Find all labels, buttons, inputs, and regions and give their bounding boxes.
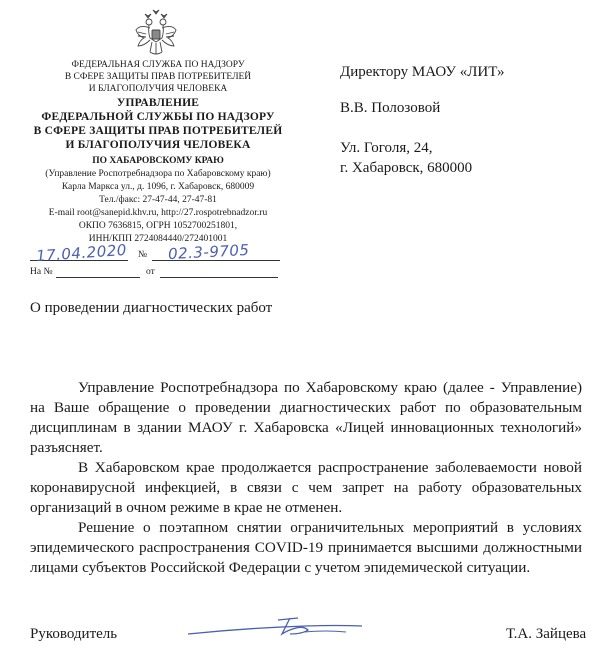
coat-of-arms-emblem-icon [134, 8, 178, 58]
department-inn: ИНН/КПП 2724084440/272401001 [88, 234, 228, 244]
signatory-title: Руководитель [30, 626, 118, 642]
body-paragraph-2: В Хабаровском крае продолжается распространение заболеваемости новой коронавирусной инфекцией, в связи с чем запрет на работу образовательных организаций в очном режиме в крае не отменен. [30, 459, 582, 516]
body-paragraph-3: Решение о поэтапном снятии ограничительных мероприятий в условиях эпидемического распространения COVID-19 принимается высшими должностными лицами субъектов Российской Федерации с учетом эпидемической ситуации. [30, 519, 582, 576]
handwritten-signature [186, 612, 366, 642]
department-short-name: (Управление Роспотребнадзора по Хабаровскому краю) [45, 169, 271, 179]
department-address: Карла Маркса ул., д. 1096, г. Хабаровск, 680009 [61, 182, 255, 192]
na-line [56, 277, 140, 278]
body-paragraph-1: Управление Роспотребнадзора по Хабаровскому краю (далее - Управление) на Ваше обращение о проведении диагностических работ по образовательным дисциплинам в здании МАОУ г. Хабаровска «Лицей инновационных технологий» разъясняет. [30, 379, 582, 456]
recipient-street: Ул. Гоголя, 24, [340, 140, 433, 156]
agency-line-3: И БЛАГОПОЛУЧИЯ ЧЕЛОВЕКА [88, 84, 228, 94]
signatory-name: Т.А. Зайцева [506, 626, 587, 642]
letter-body [30, 378, 582, 578]
department-email: E-mail root@sanepid.khv.ru, http://27.rospotrebnadzor.ru [48, 208, 268, 218]
department-title-2: ФЕДЕРАЛЬНОЙ СЛУЖБЫ ПО НАДЗОРУ [41, 111, 275, 123]
letter-subject: О проведении диагностических работ [30, 300, 273, 316]
number-label: № [138, 250, 148, 260]
agency-line-1: ФЕДЕРАЛЬНАЯ СЛУЖБА ПО НАДЗОРУ [71, 60, 245, 70]
recipient-name: В.В. Полозовой [340, 100, 441, 116]
recipient-city: г. Хабаровск, 680000 [340, 160, 473, 176]
na-label: На № [30, 267, 53, 277]
department-phone: Тел./факс: 27-47-44, 27-47-81 [99, 195, 217, 205]
department-title-4: И БЛАГОПОЛУЧИЯ ЧЕЛОВЕКА [65, 139, 251, 151]
recipient-position: Директору МАОУ «ЛИТ» [340, 64, 505, 80]
department-title-3: В СФЕРЕ ЗАЩИТЫ ПРАВ ПОТРЕБИТЕЛЕЙ [33, 125, 283, 137]
department-region: ПО ХАБАРОВСКОМУ КРАЮ [92, 156, 224, 166]
handwritten-date: 17.04.2020 [35, 240, 128, 266]
department-codes: ОКПО 7636815, ОГРН 1052700251801, [78, 221, 238, 231]
agency-line-2: В СФЕРЕ ЗАЩИТЫ ПРАВ ПОТРЕБИТЕЛЕЙ [64, 72, 252, 82]
ot-line [160, 277, 278, 278]
ot-label: от [146, 267, 155, 277]
handwritten-number: 02.3-9705 [167, 240, 250, 264]
department-title-1: УПРАВЛЕНИЕ [116, 97, 200, 109]
